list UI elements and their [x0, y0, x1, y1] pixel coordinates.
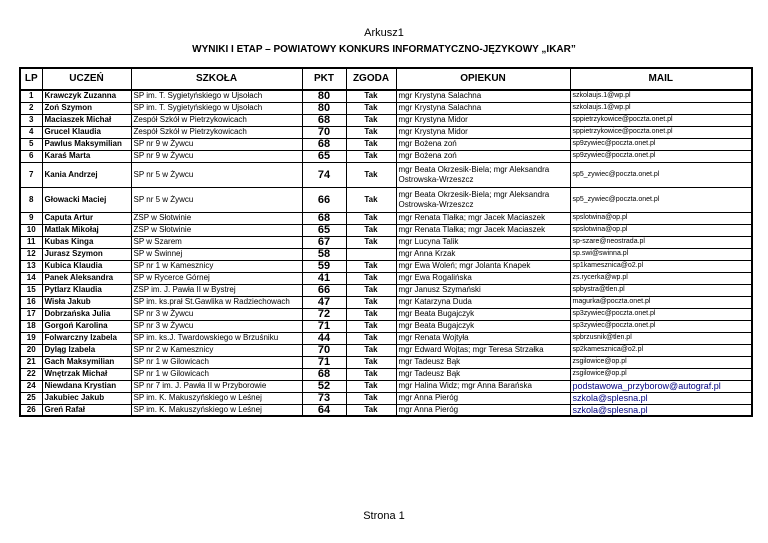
- header-student: UCZEŃ: [42, 68, 131, 90]
- table-row: [20, 356, 752, 368]
- cell-consent: Tak: [346, 380, 396, 392]
- cell-lp: 14: [20, 272, 42, 284]
- cell-lp: 18: [20, 320, 42, 332]
- cell-supervisor: mgr Beata Bugajczyk: [396, 308, 570, 320]
- cell-supervisor: mgr Krystyna Midor: [396, 114, 570, 126]
- cell-student: Pawlus Maksymilian: [42, 138, 131, 150]
- cell-student: Dobrzańska Julia: [42, 308, 131, 320]
- cell-consent: Tak: [346, 90, 396, 102]
- cell-student: Kania Andrzej: [42, 162, 131, 187]
- cell-lp: 12: [20, 248, 42, 260]
- cell-consent: Tak: [346, 224, 396, 236]
- cell-points: 73: [302, 392, 346, 404]
- cell-points: 59: [302, 260, 346, 272]
- cell-points: 66: [302, 284, 346, 296]
- cell-student: Karaś Marta: [42, 150, 131, 162]
- cell-mail: magurka@poczta.onet.pl: [570, 296, 752, 308]
- table-row: [20, 224, 752, 236]
- cell-supervisor: mgr Krystyna Midor: [396, 126, 570, 138]
- cell-student: Panek Aleksandra: [42, 272, 131, 284]
- cell-mail: podstawowa_przyborow@autograf.pl: [570, 380, 752, 392]
- cell-mail: sp5_zywiec@poczta.onet.pl: [570, 187, 752, 212]
- cell-points: 47: [302, 296, 346, 308]
- cell-mail: zsgilowice@op.pl: [570, 368, 752, 380]
- cell-supervisor: mgr Halina Widz; mgr Anna Barańska: [396, 380, 570, 392]
- cell-school: SP nr 9 w Żywcu: [131, 138, 302, 150]
- cell-school: SP nr 5 w Żywcu: [131, 187, 302, 212]
- header-school: SZKOŁA: [131, 68, 302, 90]
- cell-student: Jurasz Szymon: [42, 248, 131, 260]
- cell-school: SP im. ks.J. Twardowskiego w Brzuśniku: [131, 332, 302, 344]
- cell-points: 65: [302, 150, 346, 162]
- cell-lp: 3: [20, 114, 42, 126]
- cell-school: SP nr 3 w Żywcu: [131, 308, 302, 320]
- table-row: [20, 404, 752, 416]
- cell-mail: sp5_zywiec@poczta.onet.pl: [570, 162, 752, 187]
- cell-consent: Tak: [346, 296, 396, 308]
- cell-consent: Tak: [346, 236, 396, 248]
- table-row: [20, 272, 752, 284]
- cell-mail: sp2kamesznica@o2.pl: [570, 344, 752, 356]
- header-row: [20, 68, 752, 90]
- cell-school: SP nr 2 w Kamesznicy: [131, 344, 302, 356]
- cell-supervisor: mgr Bożena zoń: [396, 150, 570, 162]
- cell-mail: sp9zywiec@poczta.onet.pl: [570, 138, 752, 150]
- cell-consent: Tak: [346, 138, 396, 150]
- header-points: PKT: [302, 68, 346, 90]
- cell-lp: 21: [20, 356, 42, 368]
- cell-supervisor: mgr Renata Wojtyła: [396, 332, 570, 344]
- cell-points: 44: [302, 332, 346, 344]
- cell-mail: zs.rycerka@wp.pl: [570, 272, 752, 284]
- cell-lp: 16: [20, 296, 42, 308]
- header-supervisor: OPIEKUN: [396, 68, 570, 90]
- cell-mail: sp-szare@neostrada.pl: [570, 236, 752, 248]
- table-row: [20, 187, 752, 212]
- cell-consent: Tak: [346, 344, 396, 356]
- cell-points: 68: [302, 114, 346, 126]
- cell-points: 68: [302, 368, 346, 380]
- cell-school: SP im. T. Sygietyńskiego w Ujsołach: [131, 90, 302, 102]
- cell-school: SP im. T. Sygietyńskiego w Ujsołach: [131, 102, 302, 114]
- cell-mail: szkola@splesna.pl: [570, 392, 752, 404]
- cell-school: SP w Szarem: [131, 236, 302, 248]
- cell-points: 58: [302, 248, 346, 260]
- cell-consent: Tak: [346, 150, 396, 162]
- table-row: [20, 332, 752, 344]
- header-consent: ZGODA: [346, 68, 396, 90]
- cell-mail: sppietrzykowice@poczta.onet.pl: [570, 114, 752, 126]
- sheet-name: Arkusz1: [364, 27, 404, 39]
- cell-supervisor: mgr Lucyna Talik: [396, 236, 570, 248]
- cell-points: 74: [302, 162, 346, 187]
- cell-lp: 4: [20, 126, 42, 138]
- cell-lp: 24: [20, 380, 42, 392]
- table-row: [20, 126, 752, 138]
- table-row: [20, 260, 752, 272]
- cell-mail: spslotwina@op.pl: [570, 212, 752, 224]
- table-row: [20, 320, 752, 332]
- cell-lp: 6: [20, 150, 42, 162]
- cell-mail: szkolaujs.1@wp.pl: [570, 90, 752, 102]
- cell-lp: 11: [20, 236, 42, 248]
- table-row: [20, 344, 752, 356]
- cell-school: SP im. K. Makuszyńskiego w Leśnej: [131, 404, 302, 416]
- cell-student: Wisła Jakub: [42, 296, 131, 308]
- cell-supervisor: mgr Beata Okrzesik-Biela; mgr Aleksandra Ostrowska-Wrzeszcz: [396, 162, 570, 187]
- table-row: [20, 90, 752, 102]
- cell-consent: Tak: [346, 114, 396, 126]
- cell-lp: 5: [20, 138, 42, 150]
- cell-student: Kubas Kinga: [42, 236, 131, 248]
- cell-supervisor: mgr Beata Bugajczyk: [396, 320, 570, 332]
- cell-school: SP w Świnnej: [131, 248, 302, 260]
- cell-lp: 26: [20, 404, 42, 416]
- cell-school: ZSP w Słotwinie: [131, 212, 302, 224]
- cell-supervisor: mgr Anna Pieróg: [396, 404, 570, 416]
- cell-lp: 22: [20, 368, 42, 380]
- cell-mail: spbrzusnik@tlen.pl: [570, 332, 752, 344]
- cell-points: 71: [302, 320, 346, 332]
- cell-school: SP nr 1 w Gilowicach: [131, 356, 302, 368]
- cell-school: SP w Rycerce Górnej: [131, 272, 302, 284]
- document-title: WYNIKI I ETAP – POWIATOWY KONKURS INFORMATYCZNO-JĘZYKOWY „IKAR”: [192, 44, 576, 55]
- cell-consent: Tak: [346, 308, 396, 320]
- cell-supervisor: mgr Renata Tlałka; mgr Jacek Maciaszek: [396, 212, 570, 224]
- header-lp: LP: [20, 68, 42, 90]
- cell-mail: sppietrzykowice@poczta.onet.pl: [570, 126, 752, 138]
- cell-consent: Tak: [346, 126, 396, 138]
- cell-lp: 8: [20, 187, 42, 212]
- cell-consent: Tak: [346, 356, 396, 368]
- cell-school: ZSP w Słotwinie: [131, 224, 302, 236]
- table-row: [20, 150, 752, 162]
- table-row: [20, 212, 752, 224]
- cell-supervisor: mgr Tadeusz Bąk: [396, 356, 570, 368]
- cell-school: SP nr 7 im. J. Pawła II w Przyborowie: [131, 380, 302, 392]
- cell-points: 52: [302, 380, 346, 392]
- cell-supervisor: mgr Anna Pieróg: [396, 392, 570, 404]
- cell-student: Maciaszek Michał: [42, 114, 131, 126]
- cell-school: SP nr 1 w Gilowicach: [131, 368, 302, 380]
- cell-mail: sp1kamesznica@o2.pl: [570, 260, 752, 272]
- cell-school: SP im. ks.prał St.Gawlika w Radziechowach: [131, 296, 302, 308]
- cell-student: Zoń Szymon: [42, 102, 131, 114]
- cell-points: 72: [302, 308, 346, 320]
- cell-points: 70: [302, 126, 346, 138]
- cell-lp: 13: [20, 260, 42, 272]
- cell-student: Kubica Klaudia: [42, 260, 131, 272]
- cell-points: 41: [302, 272, 346, 284]
- cell-points: 66: [302, 187, 346, 212]
- cell-points: 68: [302, 212, 346, 224]
- cell-points: 65: [302, 224, 346, 236]
- cell-consent: Tak: [346, 260, 396, 272]
- cell-points: 64: [302, 404, 346, 416]
- table-row: [20, 114, 752, 126]
- table-row: [20, 236, 752, 248]
- cell-consent: Tak: [346, 332, 396, 344]
- cell-consent: Tak: [346, 368, 396, 380]
- cell-points: 70: [302, 344, 346, 356]
- cell-supervisor: mgr Janusz Szymański: [396, 284, 570, 296]
- cell-supervisor: mgr Tadeusz Bąk: [396, 368, 570, 380]
- table-row: [20, 284, 752, 296]
- cell-supervisor: mgr Krystyna Salachna: [396, 102, 570, 114]
- cell-consent: Tak: [346, 212, 396, 224]
- cell-school: ZSP im. J. Pawła II w Bystrej: [131, 284, 302, 296]
- cell-student: Caputa Artur: [42, 212, 131, 224]
- cell-mail: sp9zywiec@poczta.onet.pl: [570, 150, 752, 162]
- cell-lp: 20: [20, 344, 42, 356]
- cell-student: Grucel Klaudia: [42, 126, 131, 138]
- table-row: [20, 162, 752, 187]
- cell-student: Gorgoń Karolina: [42, 320, 131, 332]
- table-row: [20, 138, 752, 150]
- cell-mail: szkola@splesna.pl: [570, 404, 752, 416]
- cell-mail: sp3zywiec@poczta.onet.pl: [570, 308, 752, 320]
- cell-student: Niewdana Krystian: [42, 380, 131, 392]
- cell-points: 71: [302, 356, 346, 368]
- cell-lp: 7: [20, 162, 42, 187]
- cell-supervisor: mgr Katarzyna Duda: [396, 296, 570, 308]
- cell-consent: Tak: [346, 162, 396, 187]
- table-row: [20, 392, 752, 404]
- cell-student: Greń Rafał: [42, 404, 131, 416]
- cell-mail: sp.swi@swinna.pl: [570, 248, 752, 260]
- cell-supervisor: mgr Ewa Woleń; mgr Jolanta Knapek: [396, 260, 570, 272]
- cell-school: Zespół Szkół w Pietrzykowicach: [131, 126, 302, 138]
- cell-supervisor: mgr Krystyna Salachna: [396, 90, 570, 102]
- cell-consent: Tak: [346, 320, 396, 332]
- cell-consent: Tak: [346, 272, 396, 284]
- cell-points: 68: [302, 138, 346, 150]
- cell-mail: sp3zywiec@poczta.onet.pl: [570, 320, 752, 332]
- table-row: [20, 308, 752, 320]
- table-row: [20, 380, 752, 392]
- cell-consent: Tak: [346, 392, 396, 404]
- cell-lp: 2: [20, 102, 42, 114]
- cell-points: 67: [302, 236, 346, 248]
- cell-consent: Tak: [346, 187, 396, 212]
- cell-lp: 25: [20, 392, 42, 404]
- cell-student: Wnętrzak Michał: [42, 368, 131, 380]
- cell-student: Matlak Mikołaj: [42, 224, 131, 236]
- cell-student: Pytlarz Klaudia: [42, 284, 131, 296]
- results-table: [19, 67, 753, 417]
- table-row: [20, 248, 752, 260]
- cell-school: Zespół Szkół w Pietrzykowicach: [131, 114, 302, 126]
- cell-student: Folwarczny Izabela: [42, 332, 131, 344]
- cell-lp: 17: [20, 308, 42, 320]
- cell-supervisor: mgr Renata Tlałka; mgr Jacek Maciaszek: [396, 224, 570, 236]
- cell-supervisor: mgr Beata Okrzesik-Biela; mgr Aleksandra Ostrowska-Wrzeszcz: [396, 187, 570, 212]
- cell-student: Krawczyk Zuzanna: [42, 90, 131, 102]
- cell-mail: spslotwina@op.pl: [570, 224, 752, 236]
- cell-points: 80: [302, 102, 346, 114]
- cell-supervisor: mgr Bożena zoń: [396, 138, 570, 150]
- cell-student: Jakubiec Jakub: [42, 392, 131, 404]
- header-mail: MAIL: [570, 68, 752, 90]
- cell-consent: Tak: [346, 404, 396, 416]
- cell-school: SP nr 3 w Żywcu: [131, 320, 302, 332]
- cell-lp: 15: [20, 284, 42, 296]
- cell-consent: Tak: [346, 284, 396, 296]
- cell-school: SP nr 1 w Kamesznicy: [131, 260, 302, 272]
- cell-supervisor: mgr Ewa Rogalińska: [396, 272, 570, 284]
- cell-lp: 10: [20, 224, 42, 236]
- cell-school: SP im. K. Makuszyńskiego w Leśnej: [131, 392, 302, 404]
- cell-mail: spbystra@tlen.pl: [570, 284, 752, 296]
- cell-school: SP nr 9 w Żywcu: [131, 150, 302, 162]
- cell-student: Gach Maksymilian: [42, 356, 131, 368]
- cell-school: SP nr 5 w Żywcu: [131, 162, 302, 187]
- cell-lp: 19: [20, 332, 42, 344]
- cell-mail: szkolaujs.1@wp.pl: [570, 102, 752, 114]
- cell-student: Dyląg Izabela: [42, 344, 131, 356]
- cell-points: 80: [302, 90, 346, 102]
- cell-consent: Tak: [346, 102, 396, 114]
- table-row: [20, 102, 752, 114]
- table-row: [20, 368, 752, 380]
- cell-lp: 1: [20, 90, 42, 102]
- table-row: [20, 296, 752, 308]
- cell-supervisor: mgr Edward Wojtas; mgr Teresa Strzałka: [396, 344, 570, 356]
- cell-mail: zsgilowice@op.pl: [570, 356, 752, 368]
- cell-consent: [346, 248, 396, 260]
- cell-student: Głowacki Maciej: [42, 187, 131, 212]
- page-footer: Strona 1: [363, 510, 405, 522]
- cell-supervisor: mgr Anna Krzak: [396, 248, 570, 260]
- cell-lp: 9: [20, 212, 42, 224]
